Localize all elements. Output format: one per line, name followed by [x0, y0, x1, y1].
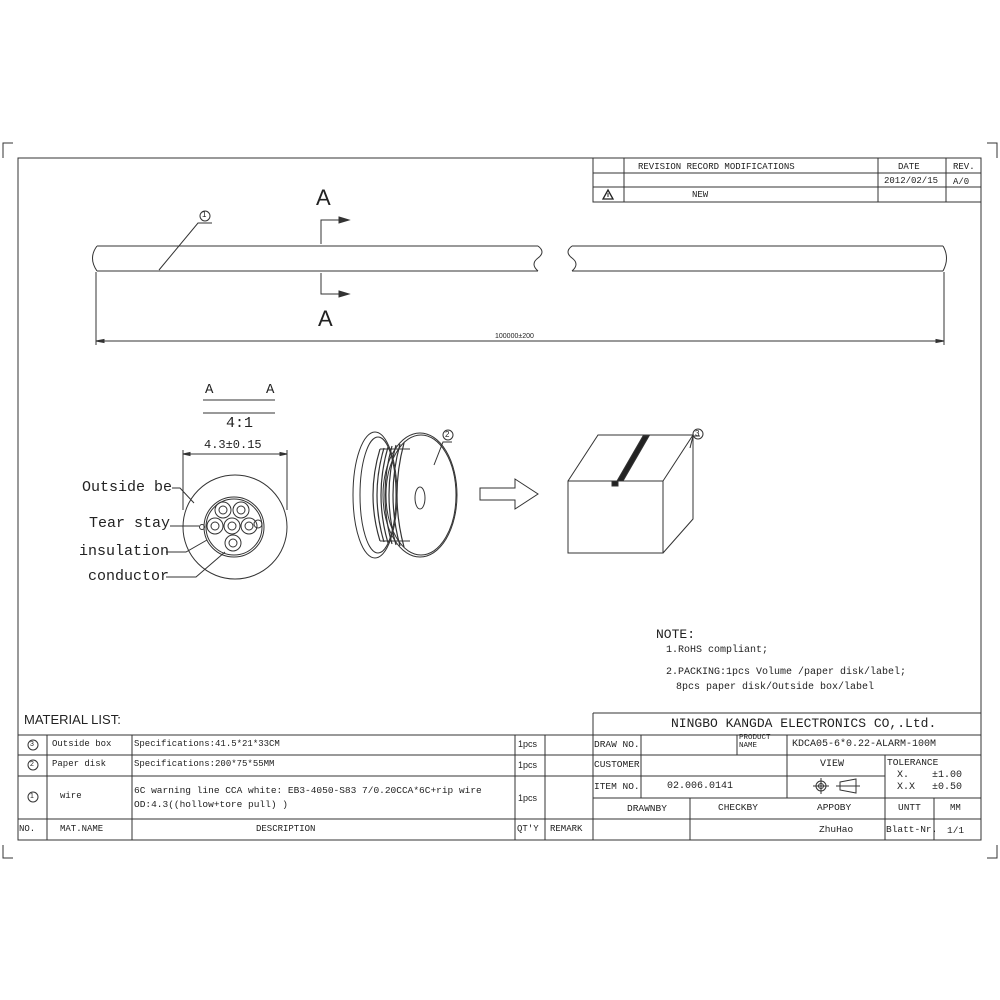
company-name: NINGBO KANGDA ELECTRONICS CO,.Ltd.	[671, 716, 937, 731]
unit-value: MM	[950, 803, 961, 813]
product-name-value: KDCA05-6*0.22-ALARM-100M	[792, 739, 937, 750]
item-no-label: ITEM NO.	[594, 781, 640, 792]
section-title-right: A	[266, 382, 275, 398]
customer-label: CUSTOMER	[594, 759, 640, 770]
row-2-no: 2	[30, 761, 34, 768]
view-label: VIEW	[820, 759, 845, 770]
warning-triangle-icon	[603, 190, 613, 199]
sheet-label: Blatt-Nr.	[886, 824, 938, 835]
header-qty: QT'Y	[517, 824, 539, 834]
tolerance-x-label: X.	[897, 770, 910, 781]
row-2-qty: 1pcs	[518, 760, 538, 770]
header-description: DESCRIPTION	[256, 824, 316, 834]
tolerance-xx-label: X.X	[897, 782, 916, 793]
header-no: NO.	[19, 824, 36, 834]
row-3-no: 3	[30, 741, 34, 748]
row-3-qty: 1pcs	[518, 739, 538, 749]
row-1-description-2: OD:4.3((hollow+tore pull) )	[134, 799, 288, 810]
corner-mark-br	[987, 845, 997, 858]
header-mat-name: MAT.NAME	[60, 824, 104, 834]
product-name-label: PRODUCT NAME	[739, 734, 771, 750]
label-tear-stay: Tear stay	[89, 515, 171, 532]
row-3-description: Specifications:41.5*21*33CM	[134, 739, 280, 749]
corner-mark-tl	[3, 143, 13, 158]
checkby-label: CHECKBY	[718, 802, 758, 813]
item-marker-1: 1	[202, 210, 207, 219]
tolerance-x-value: ±1.00	[932, 770, 963, 781]
tolerance-xx-value: ±0.50	[932, 782, 963, 793]
sheet-value: 1/1	[947, 825, 965, 836]
item-no-value: 02.006.0141	[667, 781, 734, 792]
section-label-top: A	[316, 185, 331, 210]
drawing-frame	[18, 158, 981, 840]
row-1-qty: 1pcs	[518, 793, 538, 803]
revision-rev: A/0	[953, 177, 970, 187]
header-remark: REMARK	[550, 824, 583, 834]
note-2-cont: 8pcs paper disk/Outside box/label	[676, 682, 875, 693]
unit-label: UNTT	[898, 802, 921, 813]
revision-header-date: DATE	[898, 162, 920, 172]
section-title-left: A	[205, 382, 214, 398]
note-1: 1.RoHS compliant;	[666, 645, 769, 656]
appoby-value: ZhuHao	[819, 824, 854, 835]
revision-header-modifications: REVISION RECORD MODIFICATIONS	[638, 162, 795, 172]
appoby-label: APPOBY	[817, 802, 852, 813]
diameter-dimension: 4.3±0.15	[204, 438, 262, 452]
label-insulation: insulation	[79, 543, 170, 560]
box-marker: 3	[695, 429, 700, 438]
draw-no-label: DRAW NO.	[594, 739, 640, 750]
row-1-no: 1	[30, 793, 34, 800]
row-1-name: wire	[60, 791, 82, 801]
label-outside-belt: Outside be	[82, 479, 173, 496]
section-scale: 4:1	[226, 415, 254, 432]
projection-symbol-icon	[813, 778, 860, 794]
spool-marker: 2	[445, 430, 450, 439]
row-2-description: Specifications:200*75*55MM	[134, 759, 275, 769]
revision-date: 2012/02/15	[884, 176, 939, 186]
tolerance-label: TOLERANCE	[887, 757, 939, 768]
length-dimension: 100000±200	[495, 333, 534, 340]
section-label-bottom: A	[318, 306, 333, 331]
revision-header-rev: REV.	[953, 162, 975, 172]
corner-mark-bl	[3, 845, 13, 858]
drawnby-label: DRAWNBY	[627, 803, 667, 814]
row-2-name: Paper disk	[52, 759, 107, 769]
revision-modification: NEW	[692, 190, 709, 200]
row-3-name: Outside box	[52, 739, 112, 749]
label-conductor: conductor	[88, 568, 170, 585]
corner-mark-tr	[987, 143, 997, 158]
note-2: 2.PACKING:1pcs Volume /paper disk/label;	[666, 667, 907, 678]
arrow-right-icon	[480, 479, 538, 509]
material-list-title: MATERIAL LIST:	[24, 712, 121, 727]
notes-title: NOTE:	[656, 627, 696, 642]
row-1-description: 6C warning line CCA white: EB3-4050-S83 7/0.20CCA*6C+rip wire	[134, 785, 482, 796]
